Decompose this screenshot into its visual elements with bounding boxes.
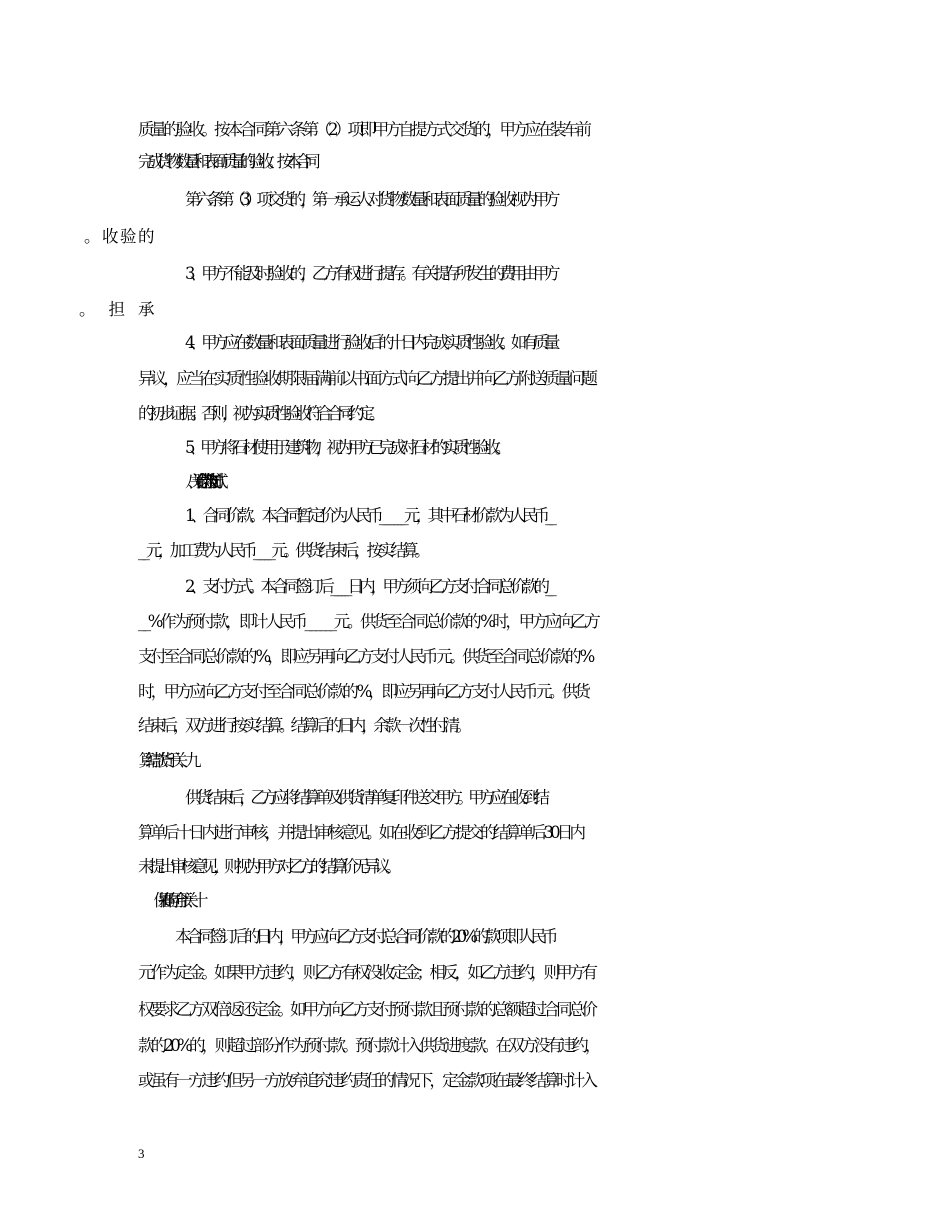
text-line: 本合同签订后的 日内，甲方应向乙方支付总合同价款的20%的款项即人民币 bbox=[175, 927, 554, 946]
section-heading bbox=[185, 746, 950, 776]
text-line: 3、甲方不能及时验收的，乙方有权进行提存。有关提存所发生的费用由甲方 bbox=[185, 264, 556, 283]
text-line: __ 元，加工费为人民币_____元。供货结束后，按实结算。 bbox=[138, 541, 426, 560]
text-line: 支付至合同总价款的 %，即应另再向乙方支付人民币 元。供货至合同总价款的 % bbox=[138, 647, 592, 666]
text-line: 质量的验收。按本合同第六条第（2）项即甲方自提方式交货的，甲方应在装车前 bbox=[138, 120, 589, 139]
text-line: 算单后十日内进行审核，并提出审核意见。如在收到乙方提交的结算单后30日内 bbox=[138, 823, 583, 842]
text-line bbox=[138, 222, 950, 252]
text-line: __%作为预付款，即计人民币______元。供货至合同总价款的 %时，甲方应向乙方 bbox=[138, 612, 598, 631]
text-line: 1、合同价款。本合同暂定价为人民币__ _____元，其中石材价款为人民币__ bbox=[185, 506, 553, 525]
text-line bbox=[138, 295, 950, 325]
text-line: 权要求乙方双倍返还定金。如甲方向乙方支付预付款且预付款的总额超过合同总价 bbox=[138, 1000, 595, 1019]
section-heading bbox=[192, 886, 950, 916]
text-line: 结束后，双方进行按实结算。结算后的 日内，余款一次性付清。 bbox=[138, 716, 468, 735]
text-line: 款的20%的，则超过部分作为预付款。预付款计入供货进度款。在双方没有违约， bbox=[138, 1036, 598, 1055]
text-line: 异议，应当在实质性验收期限届满前以书面方式向乙方提出并向乙方附送质量问题 bbox=[138, 369, 595, 388]
text-line: 第六条第（3）项交货的，第一承运人对货物数量和表面质量的验收视为甲方 bbox=[185, 190, 556, 209]
text-line: 供货结束后，乙方应将结算单及供货清单复印件送交甲方。甲方应在收到结 bbox=[185, 788, 545, 807]
text-line: 4、甲方应在数量和表面质量进行验收后的十日内完成实质性验收。如有质量 bbox=[185, 333, 556, 352]
text-line: 未提出审核意见，则视为甲方对乙方的结算价无异议。 bbox=[138, 857, 396, 876]
page-number: 3 bbox=[138, 1146, 145, 1161]
text-line: 元作为定金。如果甲方违约，则乙方有权没收定金；相反，如乙方违约，则甲方有 bbox=[138, 963, 595, 982]
text-line: 或虽有一方违约但另一方放弃追究违约责任的情况下，定金款项在最终结算时计入 bbox=[138, 1071, 595, 1090]
section-heading: 八、关于合同价款与支付方式 bbox=[185, 472, 215, 491]
text-line: 2、支付方式。本合同签订后_ ____日内，甲方须向乙方支付合同总价款的__ bbox=[185, 577, 552, 596]
text-line: 完成货物数量和表面质量的验收。按本合同 bbox=[138, 152, 314, 171]
text-line: 的初步证据。否则，视为实质性验收符合合同约定。 bbox=[138, 404, 380, 423]
text-line: 5、甲方将石材使用于建筑物，视为甲方已完成对石材的实质性验收。 bbox=[185, 438, 506, 457]
text-line: 时，甲方应向乙方支付至合同总价款的 %，即应另再向乙方支付人民币 元。供货 bbox=[138, 682, 588, 701]
